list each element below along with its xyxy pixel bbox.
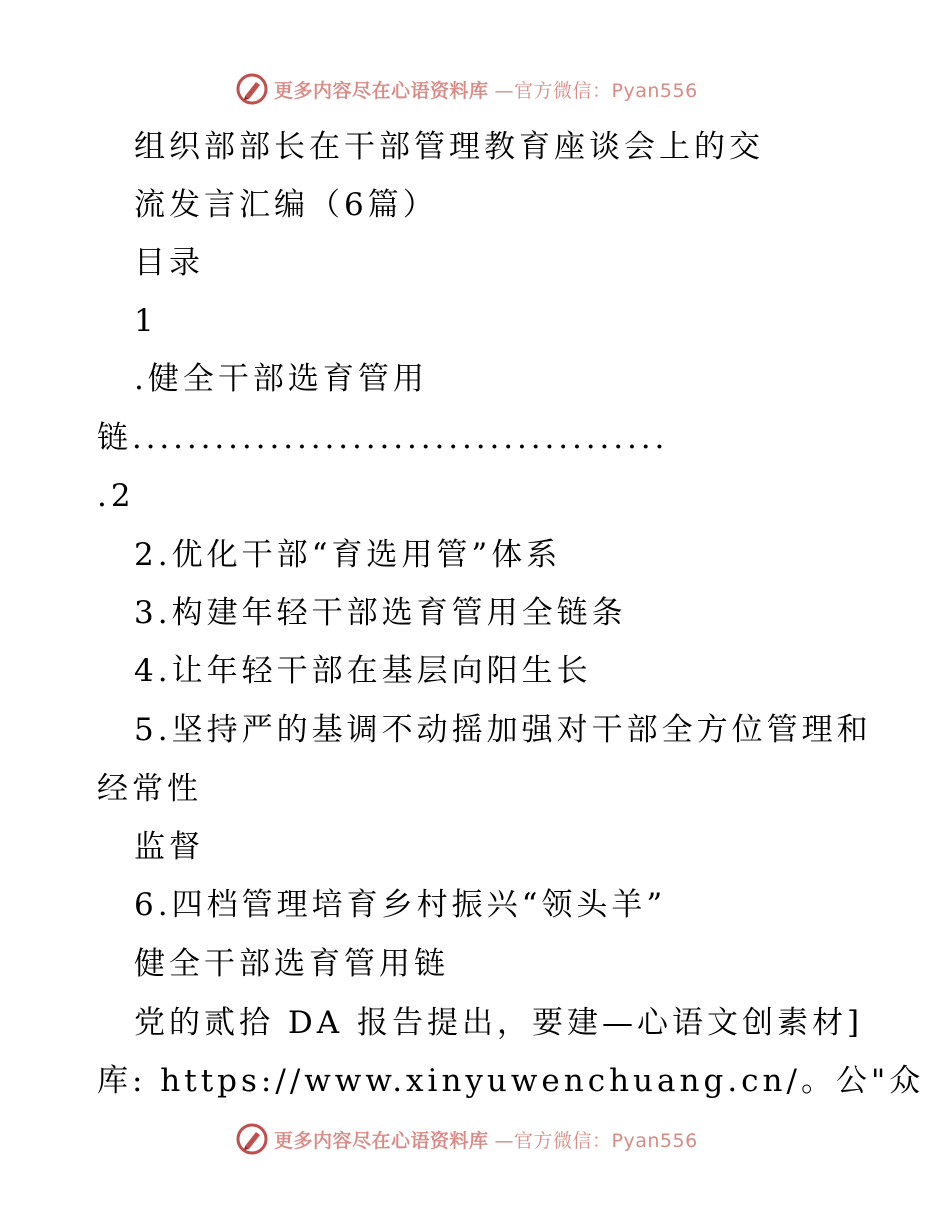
title-line-2: 流发言汇编（6篇）: [134, 187, 438, 223]
toc-item-number: 1: [134, 303, 158, 339]
section-heading: 健全干部选育管用链: [134, 946, 449, 982]
toc-item-5-line-2: 经常性: [97, 771, 202, 807]
toc-item-1-page: .2: [97, 478, 135, 514]
watermark-main-text: 更多内容尽在心语资料库: [274, 1129, 489, 1152]
toc-item-5-line-3: 监督: [134, 829, 204, 865]
pen-logo-icon: [236, 1123, 268, 1155]
watermark-contact-text: —官方微信：Pyan556: [494, 79, 698, 102]
toc-item-5-line-1: 5.坚持严的基调不动摇加强对干部全方位管理和: [134, 712, 872, 748]
footer-watermark: [236, 1122, 698, 1156]
watermark-contact-text: —官方微信：Pyan556: [494, 1129, 698, 1152]
toc-item-1-text: .健全干部选育管用: [134, 361, 428, 397]
toc-item-6: 6.四档管理培育乡村振兴“领头羊”: [134, 887, 667, 923]
body-paragraph-line-1: 党的贰拾 DA 报告提出，要建—心语文创素材]: [134, 1005, 864, 1041]
body-paragraph-line-2: 库: https://www.xinyuwenchuang.cn/。公"众: [97, 1063, 925, 1099]
header-watermark: [236, 72, 698, 106]
title-line-1: 组织部部长在干部管理教育座谈会上的交: [134, 129, 764, 165]
toc-item-3: 3.构建年轻干部选育管用全链条: [134, 595, 627, 631]
watermark-main-text: 更多内容尽在心语资料库: [274, 79, 489, 102]
toc-heading: 目录: [134, 245, 204, 281]
toc-item-1-leader: 链.......................................: [97, 420, 669, 456]
pen-logo-icon: [236, 73, 268, 105]
toc-item-4: 4.让年轻干部在基层向阳生长: [134, 653, 592, 689]
toc-item-2: 2.优化干部“育选用管”体系: [134, 537, 562, 573]
